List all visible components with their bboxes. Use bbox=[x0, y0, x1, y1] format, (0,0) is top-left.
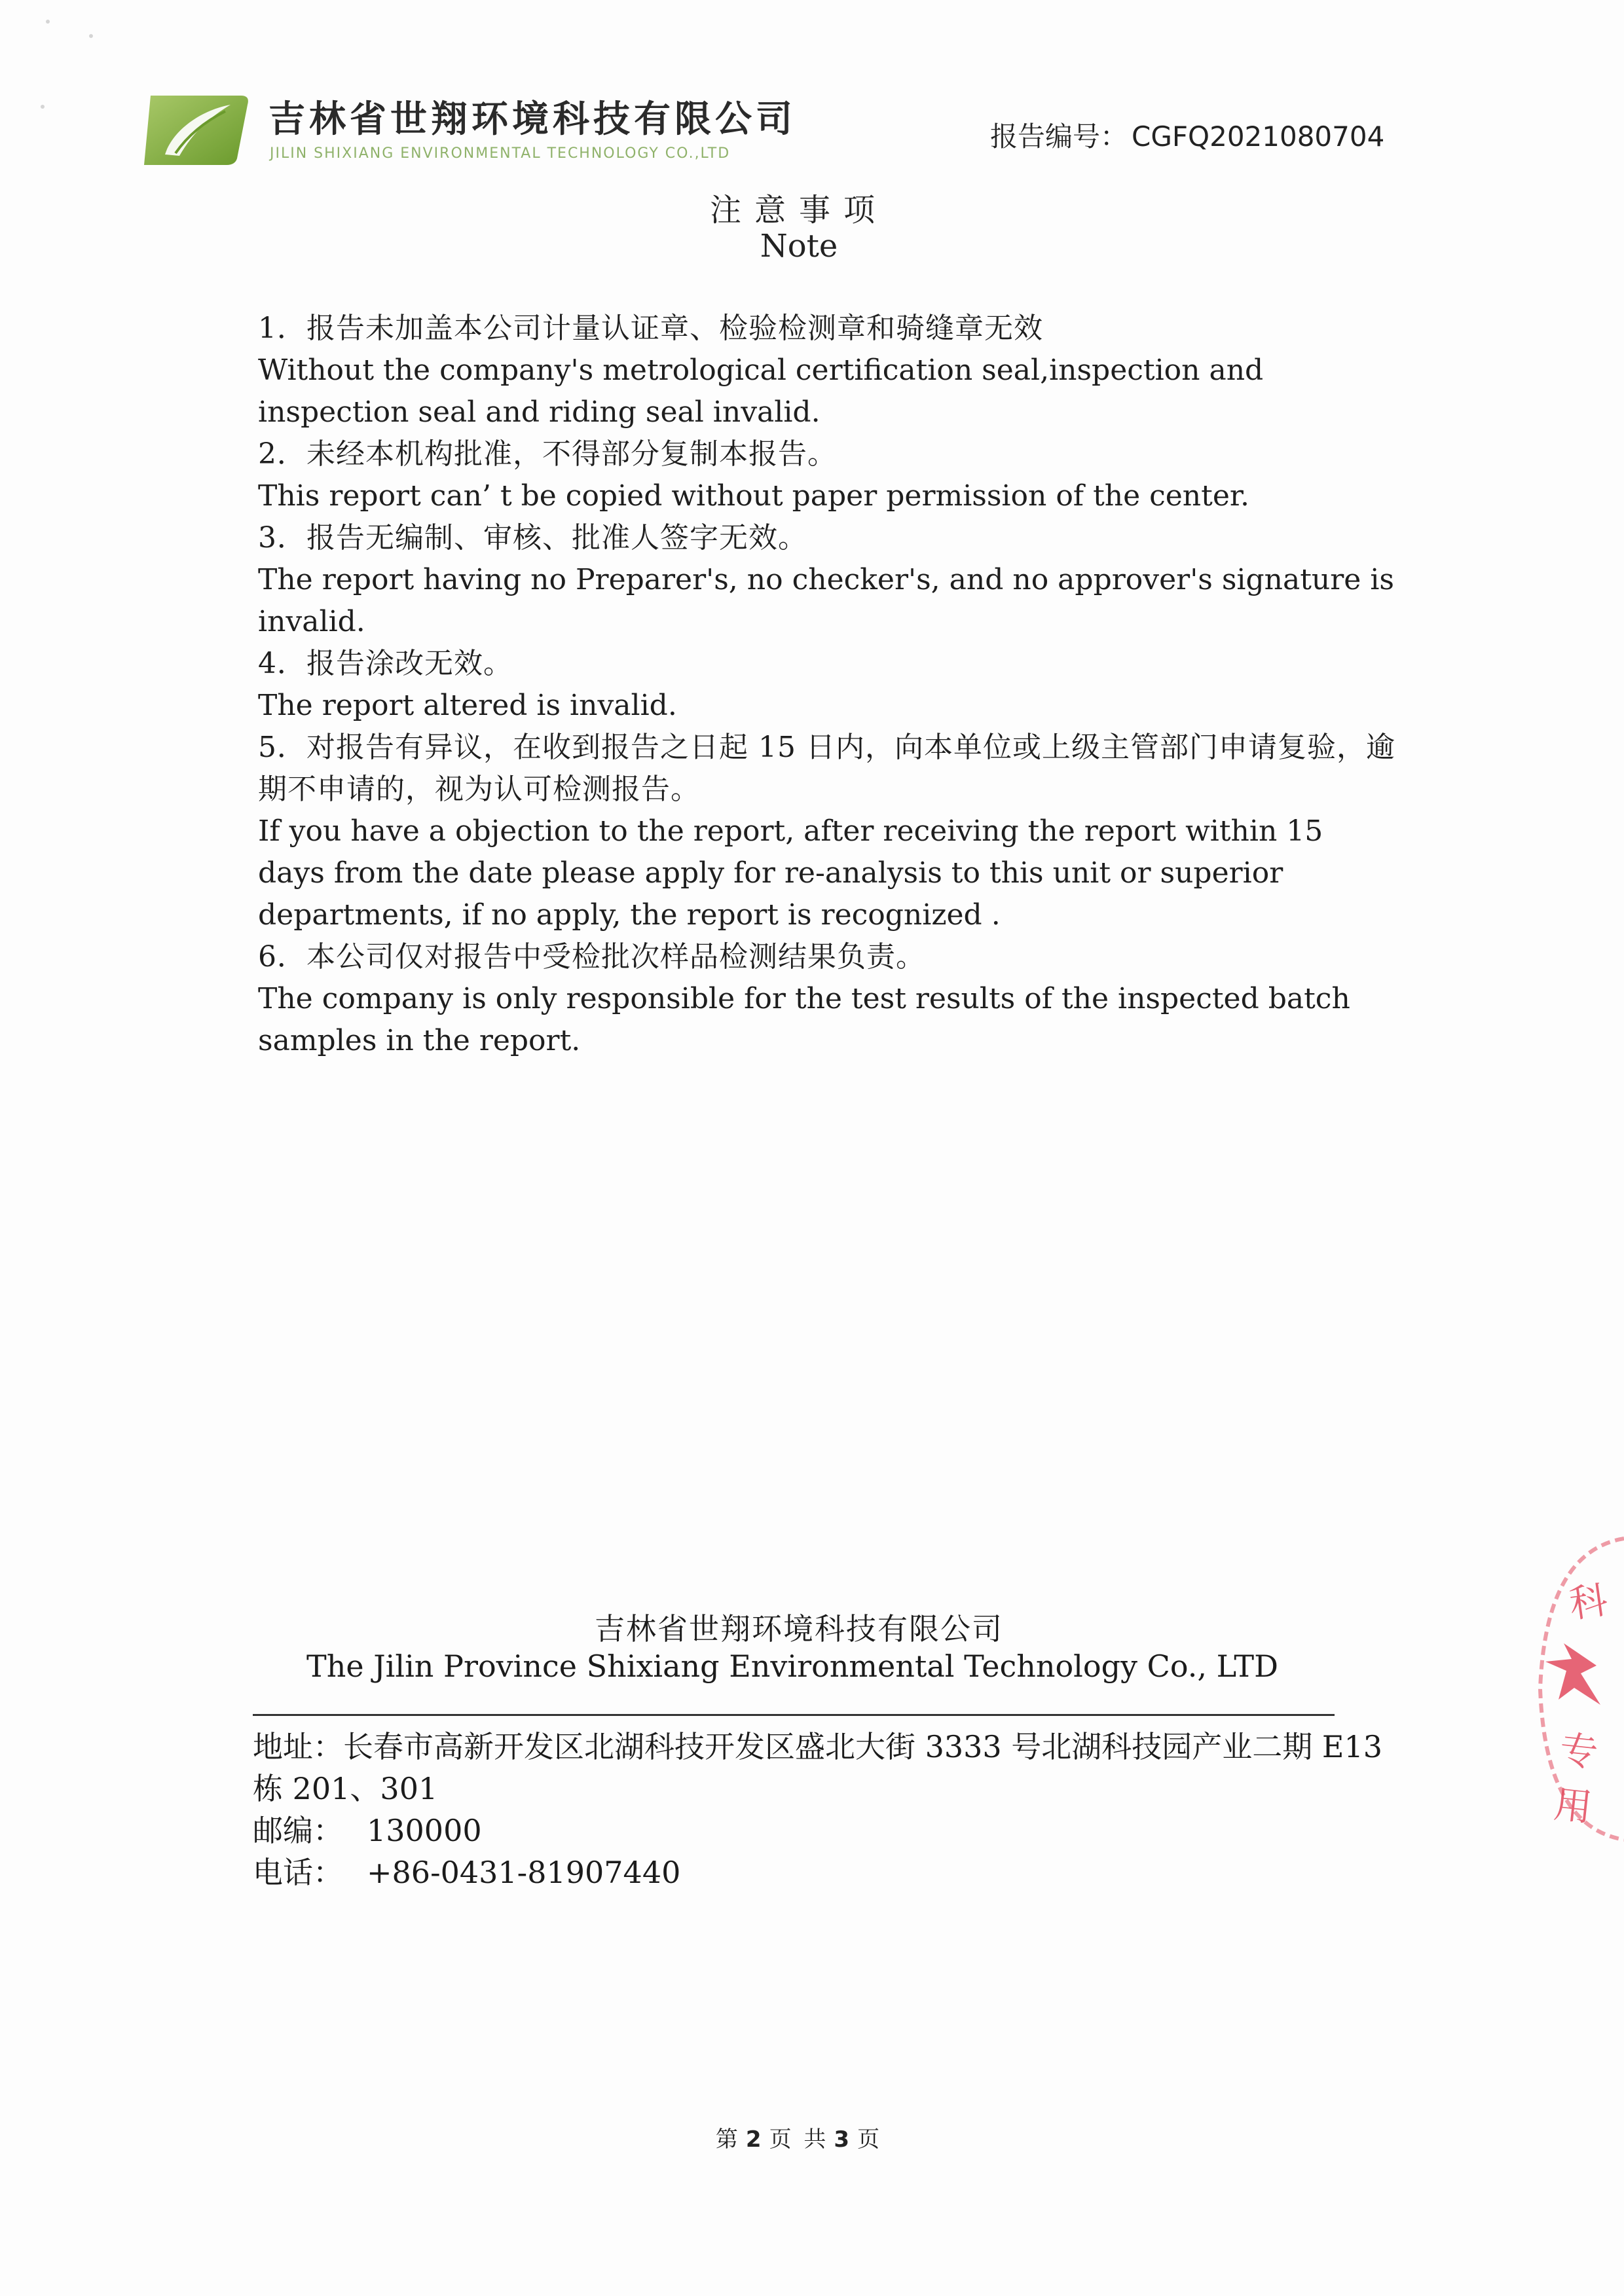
page-number-total: 3 bbox=[834, 2126, 853, 2153]
stamp-text-top: 科 bbox=[1566, 1577, 1611, 1627]
note-item bbox=[258, 433, 1397, 517]
company-name-cn: 吉林省世翔环境科技有限公司 bbox=[268, 98, 796, 141]
note-cn: 3．报告无编制、审核、批准人签字无效。 bbox=[258, 521, 807, 555]
red-seal-stamp bbox=[1532, 1525, 1624, 1853]
note-cn: 5．对报告有异议，在收到报告之日起 15 日内，向本单位或上级主管部门申请复验，逾期不申请的，视为认可检测报告。 bbox=[258, 731, 1395, 806]
page-number-current: 2 bbox=[745, 2126, 764, 2153]
note-en: If you have a objection to the report, after receiving the report within 15 days from the date please apply for re-analysis to this unit or superior departments, if no apply, the report is recognized . bbox=[258, 814, 1323, 932]
page-number-suffix: 页 bbox=[857, 2126, 883, 2153]
postcode-row bbox=[253, 1810, 1399, 1851]
note-item bbox=[258, 308, 1397, 433]
page-title-en: Note bbox=[760, 228, 838, 264]
footer-company-cn: 吉林省世翔环境科技有限公司 bbox=[595, 1611, 1003, 1647]
scan-speck bbox=[89, 34, 93, 38]
note-en: The report having no Preparer's, no checker's, and no approver's signature is invalid. bbox=[258, 563, 1394, 638]
report-number-label: 报告编号： bbox=[990, 120, 1128, 153]
note-cn: 2．未经本机构批准，不得部分复制本报告。 bbox=[258, 437, 837, 471]
contact-info bbox=[253, 1726, 1399, 1893]
phone-label: 电话： bbox=[253, 1855, 343, 1890]
page-number bbox=[0, 2121, 1598, 2153]
seal-star-icon bbox=[1545, 1643, 1600, 1705]
note-item bbox=[258, 643, 1397, 727]
footer-divider bbox=[253, 1714, 1335, 1716]
note-en: This report can’ t be copied without paper permission of the center. bbox=[258, 479, 1250, 513]
note-en: Without the company's metrological certification seal,inspection and inspection seal and riding seal invalid. bbox=[258, 354, 1264, 429]
phone-row bbox=[253, 1851, 1399, 1893]
note-item bbox=[258, 936, 1397, 1062]
footer-company-en: The Jilin Province Shixiang Environmental Technology Co., LTD bbox=[306, 1649, 1278, 1684]
note-item bbox=[258, 727, 1397, 936]
note-cn: 6．本公司仅对报告中受检批次样品检测结果负责。 bbox=[258, 940, 925, 974]
notes-list bbox=[258, 308, 1397, 1062]
company-leaf-logo bbox=[139, 90, 253, 168]
phone-value: +86-0431-81907440 bbox=[367, 1855, 681, 1890]
company-name-en: JILIN SHIXIANG ENVIRONMENTAL TECHNOLOGY CO.,LTD bbox=[270, 145, 731, 162]
scan-speck bbox=[41, 105, 45, 109]
address-label: 地址： bbox=[253, 1729, 343, 1764]
page-title-cn: 注意事项 bbox=[709, 192, 888, 228]
note-en: The company is only responsible for the test results of the inspected batch samples in the report. bbox=[258, 982, 1350, 1057]
postcode-value: 130000 bbox=[367, 1813, 482, 1848]
note-item bbox=[258, 517, 1397, 643]
page-number-prefix: 第 bbox=[715, 2126, 741, 2153]
page-number-middle: 页 共 bbox=[769, 2126, 829, 2153]
note-cn: 4．报告涂改无效。 bbox=[258, 647, 513, 680]
note-en: The report altered is invalid. bbox=[258, 689, 677, 722]
report-number bbox=[990, 115, 1384, 155]
postcode-label: 邮编： bbox=[253, 1813, 343, 1848]
stamp-text-bottom: 专用 bbox=[1551, 1727, 1600, 1831]
scan-speck bbox=[46, 20, 50, 24]
note-cn: 1．报告未加盖本公司计量认证章、检验检测章和骑缝章无效 bbox=[258, 312, 1043, 345]
report-number-value: CGFQ2021080704 bbox=[1132, 120, 1385, 153]
address-row bbox=[253, 1726, 1399, 1810]
address-value: 长春市高新开发区北湖科技开发区盛北大街 3333 号北湖科技园产业二期 E13 栋 201、301 bbox=[253, 1729, 1383, 1806]
